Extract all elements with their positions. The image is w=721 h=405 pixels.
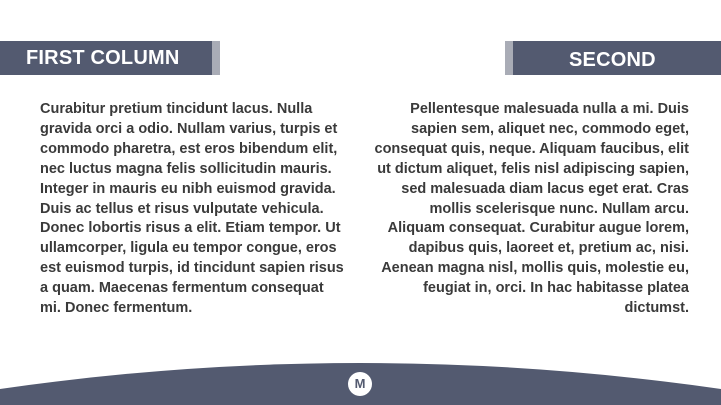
second-column-header: [505, 41, 721, 97]
second-column-title: SECOND COLUMN: [569, 49, 658, 97]
header-accent-stripe: [505, 41, 513, 75]
first-column-body: Curabitur pretium tincidunt lacus. Nulla gravida orci a odio. Nullam varius, turpis et commodo pharetra, est eros bibendum elit, nec luctus magna felis sollicitudin mauris. Integer in mauris eu nibh euismod gravida. Duis ac tellus et risus vulputate vehicula. Donec lobortis risus a elit. Etiam tempor. Ut ullamcorper, ligula eu tempor congue, eros est euismod turpis, id tincidunt sapien risus a quam. Maecenas fermentum consequat mi. Donec fermentum.: [40, 101, 344, 317]
first-column-header: [0, 41, 220, 75]
first-column-title: FIRST COLUMN: [26, 47, 180, 69]
second-column-body: Pellentesque malesuada nulla a mi. Duis sapien sem, aliquet nec, commodo eget, consequat quis, neque. Aliquam faucibus, elit ut dictum aliquet, felis nisl adipiscing sapien, sed malesuada diam lacus eget erat. Cras mollis scelerisque nunc. Nullam arcu. Aliquam consequat. Curabitur augue lorem, dapibus quis, laoreet et, pretium ac, nisi. Aenean magna nisl, mollis quis, molestie eu, feugiat in, orci. In hac habitasse platea dictumst.: [374, 101, 689, 317]
logo-m-icon: M: [348, 372, 372, 396]
header-accent-stripe: [212, 41, 220, 75]
